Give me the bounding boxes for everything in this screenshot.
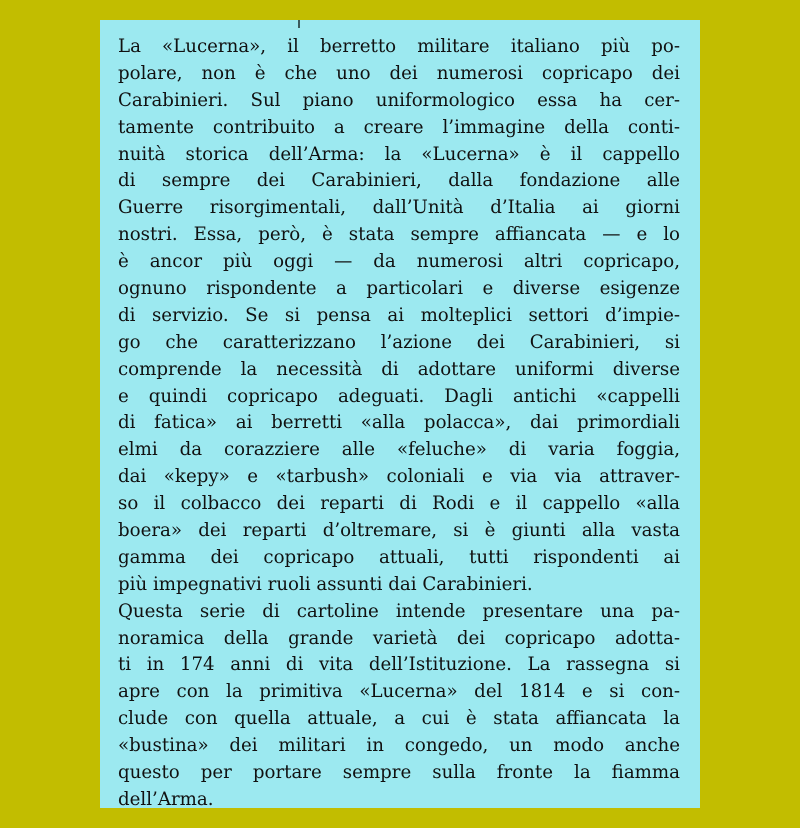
text-line: dai «kepy» e «tarbush» coloniali e via via attraver-	[118, 466, 680, 488]
text-line: di servizio. Se si pensa ai molteplici settori d’impie-	[118, 304, 680, 326]
text-line: Guerre risorgimentali, dall’Unità d’Italia ai giorni	[118, 197, 680, 219]
text-line: ti in 174 anni di vita dell’Istituzione. La rassegna si	[118, 654, 680, 676]
text-line: gamma dei copricapo attuali, tutti rispondenti ai	[118, 546, 680, 568]
text-line: di fatica» ai berretti «alla polacca», dai primordiali	[118, 412, 680, 434]
paragraph-2	[118, 599, 680, 814]
text-line: ognuno rispondente a particolari e diverse esigenze	[118, 278, 680, 300]
text-line: Questa serie di cartoline intende presentare una pa-	[118, 600, 680, 622]
text-line: boera» dei reparti d’oltremare, si è giunti alla vasta	[118, 520, 680, 542]
text-line: nuità storica dell’Arma: la «Lucerna» è il cappello	[118, 143, 680, 165]
text-line: La «Lucerna», il berretto militare italiano più po-	[118, 36, 680, 57]
text-line: «bustina» dei militari in congedo, un modo anche	[118, 735, 680, 757]
text-line: nostri. Essa, però, è stata sempre affiancata — e lo	[118, 224, 680, 246]
document-text	[118, 34, 680, 814]
text-line: dell’Arma.	[118, 788, 214, 810]
text-line: questo per portare sempre sulla fronte la fiamma	[118, 762, 680, 784]
text-line: noramica della grande varietà dei copricapo adotta-	[118, 627, 680, 649]
scanned-page	[100, 20, 700, 808]
scan-artifact-mark	[298, 20, 300, 28]
text-line: comprende la necessità di adottare uniformi diverse	[118, 358, 680, 380]
text-line: clude con quella attuale, a cui è stata affiancata la	[118, 708, 680, 730]
text-line: elmi da corazziere alle «feluche» di varia foggia,	[118, 439, 680, 461]
text-line: polare, non è che uno dei numerosi copricapo dei	[118, 62, 680, 84]
text-line: più impegnativi ruoli assunti dai Carabinieri.	[118, 573, 533, 595]
text-line: è ancor più oggi — da numerosi altri copricapo,	[118, 251, 680, 273]
text-line: di sempre dei Carabinieri, dalla fondazione alle	[118, 170, 680, 192]
text-line: go che caratterizzano l’azione dei Carabinieri, si	[118, 331, 680, 353]
paragraph-1	[118, 34, 680, 599]
text-line: apre con la primitiva «Lucerna» del 1814 e si con-	[118, 681, 680, 703]
text-line: e quindi copricapo adeguati. Dagli antichi «cappelli	[118, 385, 680, 407]
text-line: so il colbacco dei reparti di Rodi e il cappello «alla	[118, 493, 680, 515]
text-line: Carabinieri. Sul piano uniformologico essa ha cer-	[118, 89, 680, 111]
text-line: tamente contribuito a creare l’immagine della conti-	[118, 116, 680, 138]
